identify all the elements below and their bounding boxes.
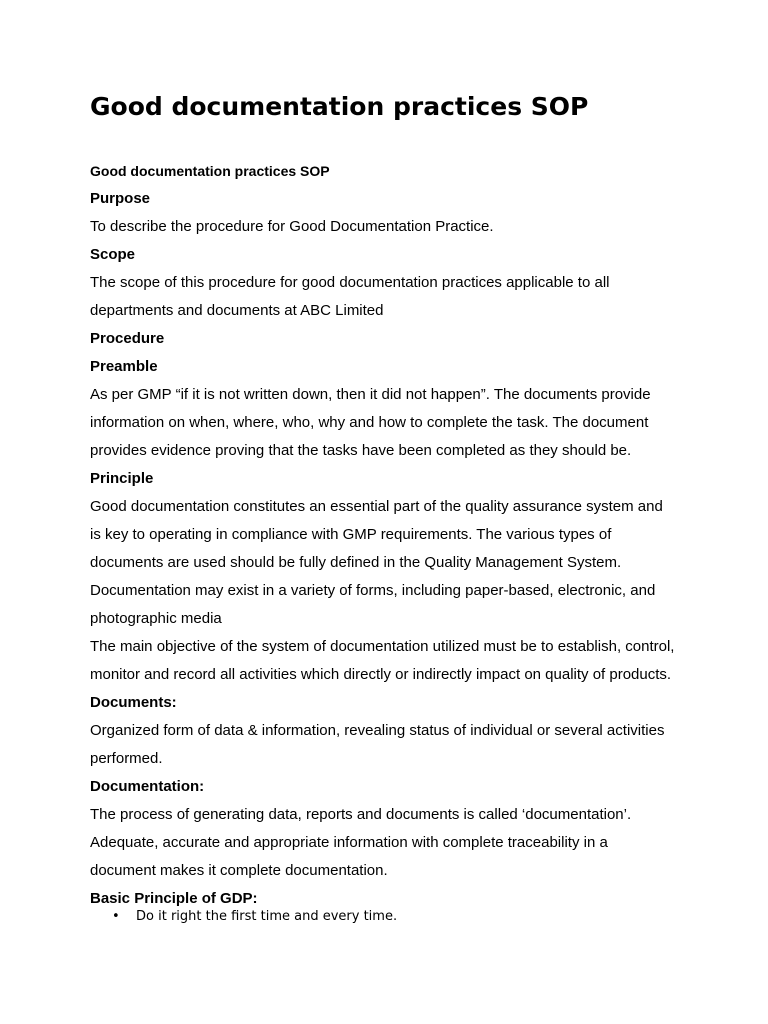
principle-line: The main objective of the system of documentation utilized must be to establish, control, xyxy=(90,638,675,655)
bullet-icon: • xyxy=(112,909,120,924)
list-item xyxy=(90,907,690,927)
principle-heading: Principle xyxy=(90,470,154,487)
principle-line: Good documentation constitutes an essential part of the quality assurance system and xyxy=(90,498,663,515)
scope-line: The scope of this procedure for good documentation practices applicable to all xyxy=(90,274,610,291)
document-subtitle: Good documentation practices SOP xyxy=(90,163,330,179)
scope-line: departments and documents at ABC Limited xyxy=(90,302,384,319)
basic-principle-list xyxy=(90,907,690,927)
principle-line: photographic media xyxy=(90,610,222,627)
documentation-text xyxy=(90,801,690,885)
preamble-heading: Preamble xyxy=(90,358,158,375)
documents-line: performed. xyxy=(90,750,163,767)
purpose-text xyxy=(90,213,690,241)
documents-text xyxy=(90,717,690,773)
scope-heading: Scope xyxy=(90,246,136,263)
documentation-line: The process of generating data, reports and documents is called ‘documentation’. xyxy=(90,806,632,823)
preamble-line: provides evidence proving that the tasks have been completed as they should be. xyxy=(90,442,632,459)
procedure-heading: Procedure xyxy=(90,330,165,347)
scope-text xyxy=(90,269,690,325)
documentation-line: Adequate, accurate and appropriate information with complete traceability in a xyxy=(90,834,608,851)
purpose-line: To describe the procedure for Good Documentation Practice. xyxy=(90,218,494,235)
preamble-line: information on when, where, who, why and how to complete the task. The document xyxy=(90,414,649,431)
preamble-line: As per GMP “if it is not written down, then it did not happen”. The documents provide xyxy=(90,386,651,403)
preamble-text xyxy=(90,381,690,465)
principle-line: documents are used should be fully defined in the Quality Management System. xyxy=(90,554,622,571)
documents-line: Organized form of data & information, revealing status of individual or several activities xyxy=(90,722,665,739)
principle-line: Documentation may exist in a variety of forms, including paper-based, electronic, and xyxy=(90,582,656,599)
principle-line: is key to operating in compliance with GMP requirements. The various types of xyxy=(90,526,612,543)
documentation-line: document makes it complete documentation. xyxy=(90,862,388,879)
principle-text xyxy=(90,493,690,689)
list-item-text: Do it right the first time and every time. xyxy=(136,909,398,924)
principle-line: monitor and record all activities which directly or indirectly impact on quality of products. xyxy=(90,666,672,683)
purpose-heading: Purpose xyxy=(90,190,151,207)
page-title: Good documentation practices SOP xyxy=(90,92,589,121)
document-body xyxy=(90,157,690,927)
basic-principle-heading: Basic Principle of GDP: xyxy=(90,890,258,907)
documentation-heading: Documentation: xyxy=(90,778,205,795)
documents-heading: Documents: xyxy=(90,694,177,711)
